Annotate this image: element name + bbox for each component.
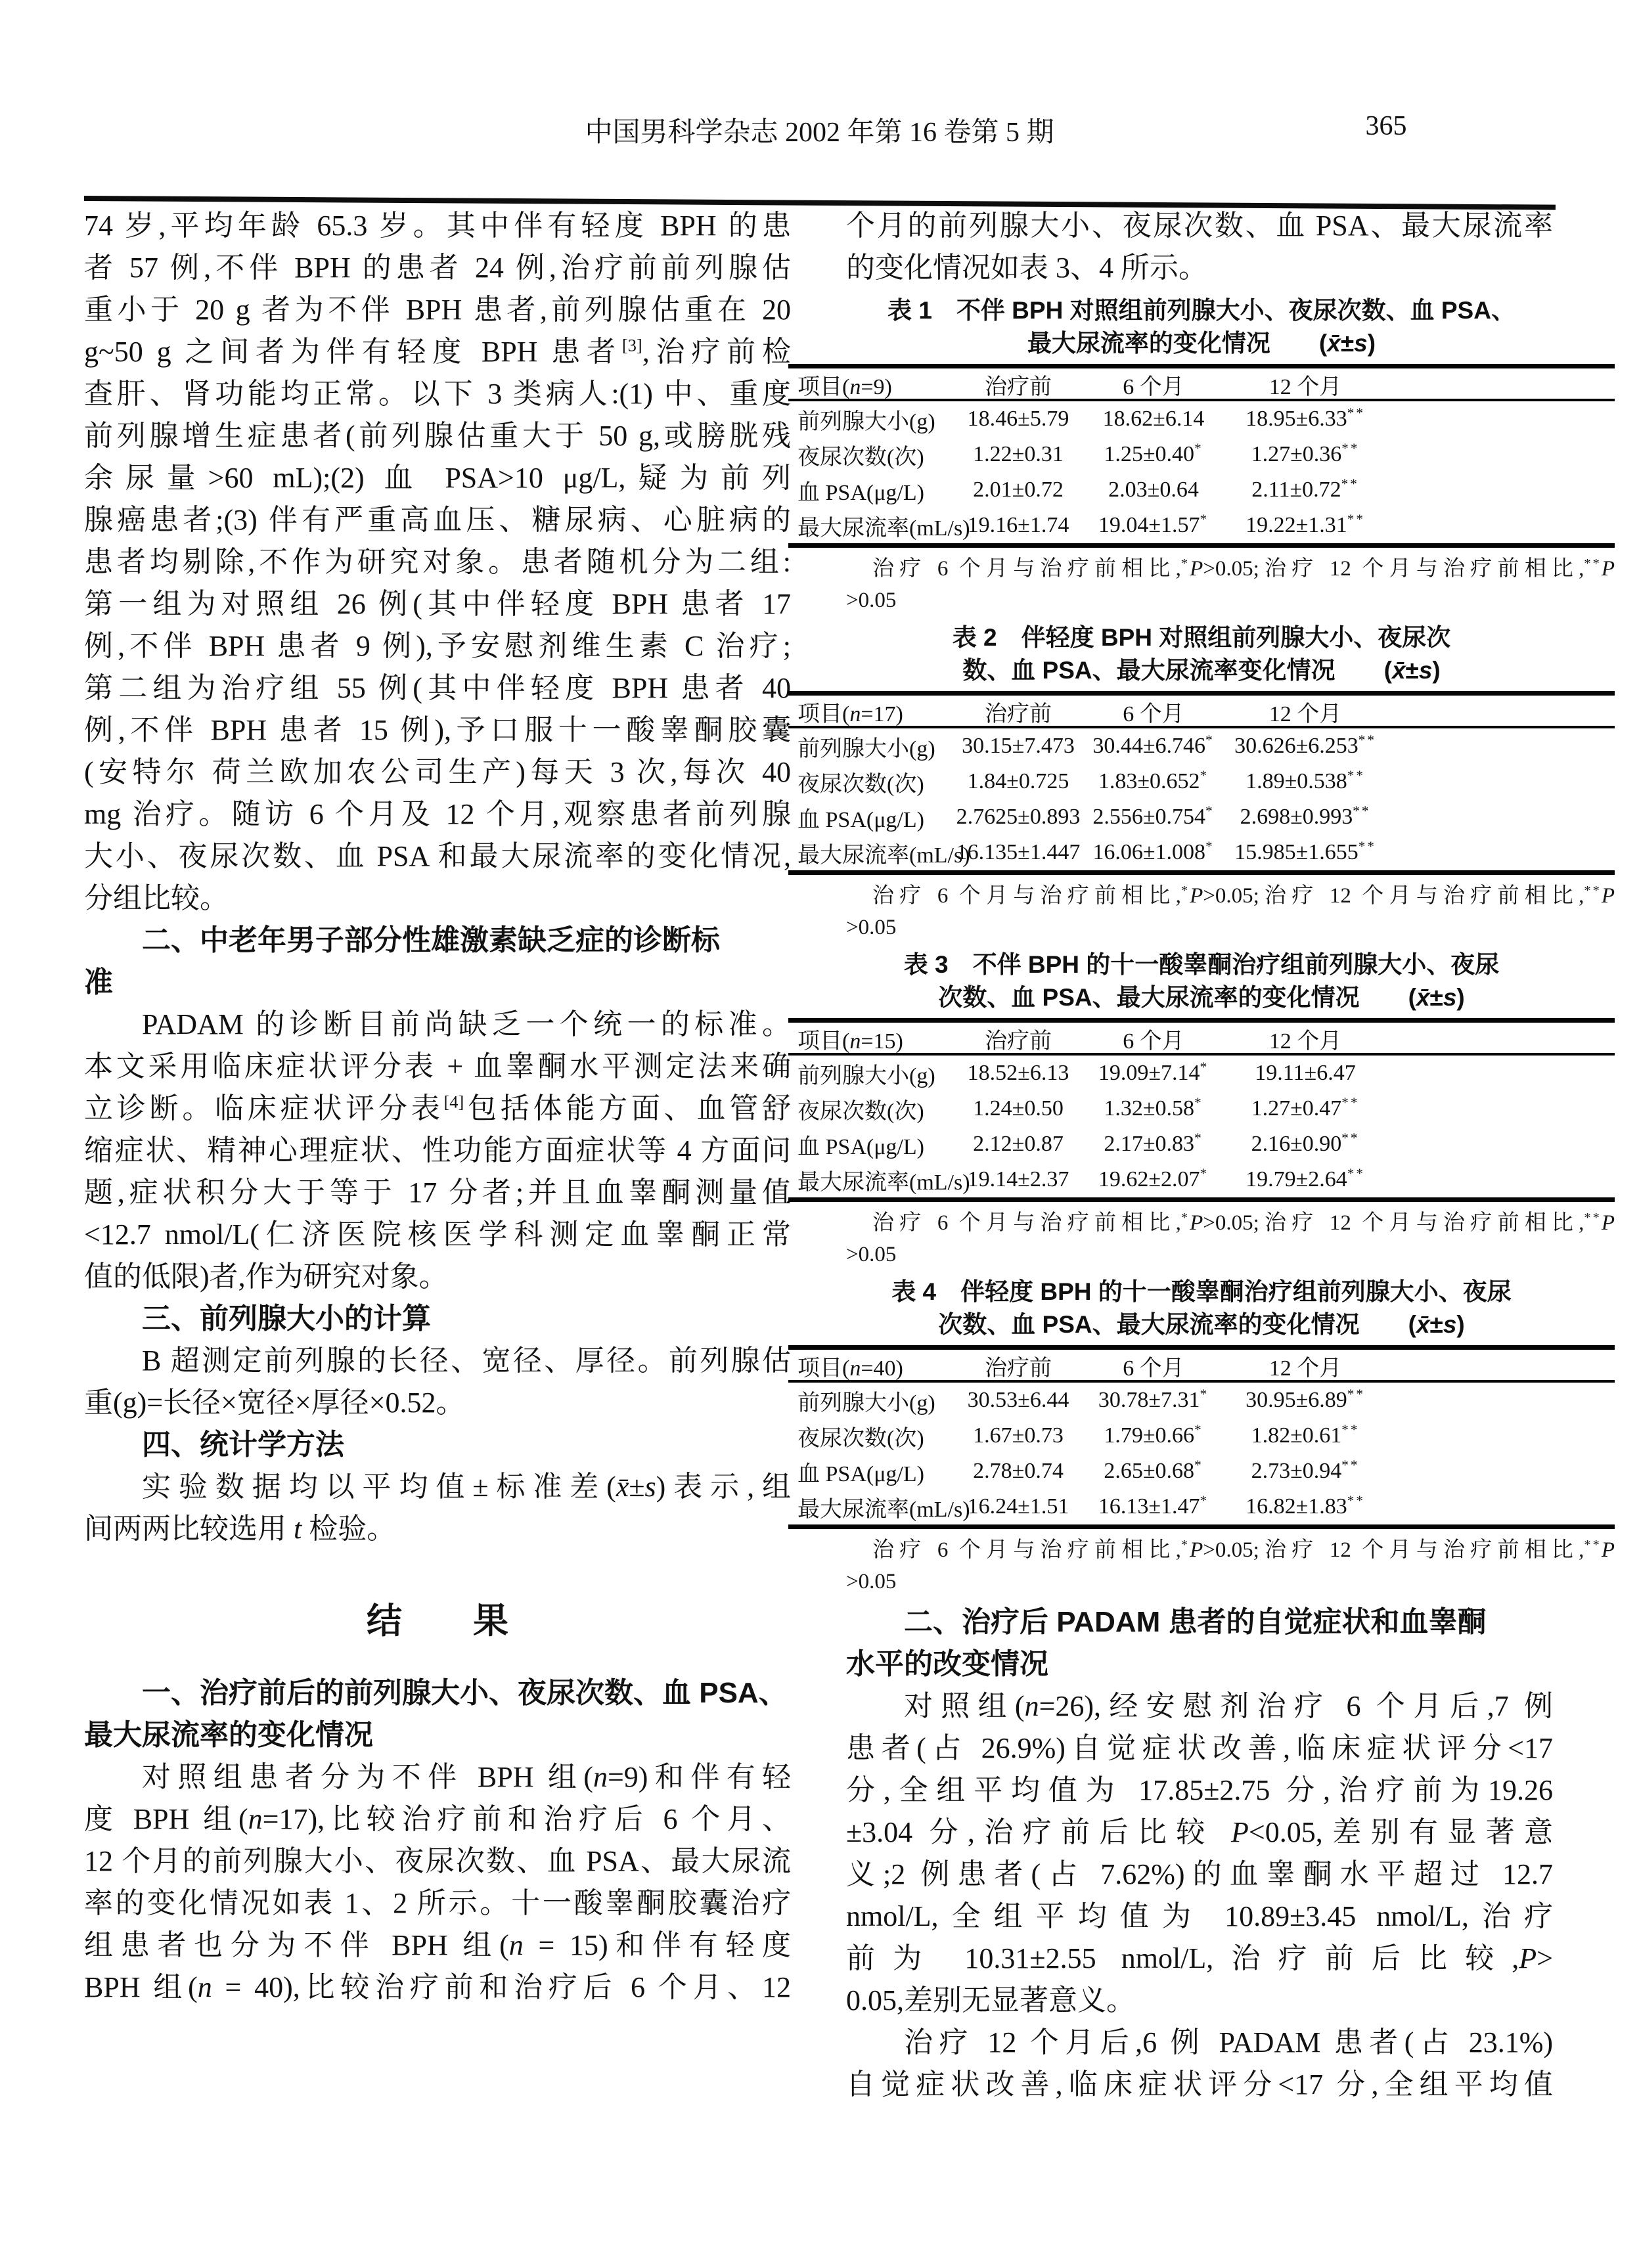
table-grid xyxy=(788,364,1615,548)
subsection-heading: 最大尿流率的变化情况 xyxy=(84,1719,373,1751)
text-line: BPH 组(n = 40),比较治疗前和治疗后 6 个月、12 xyxy=(84,1971,791,2003)
row-value: 16.13±1.47* xyxy=(1098,1492,1209,1519)
row-value: 2.11±0.72** xyxy=(1251,476,1359,502)
table-caption-line1: 表 3 不伴 BPH 的十一酸睾酮治疗组前列腺大小、夜尿 xyxy=(903,951,1500,978)
subsection-heading: 四、统计学方法 xyxy=(142,1429,344,1461)
row-value: 2.17±0.83* xyxy=(1104,1130,1203,1156)
table-grid xyxy=(788,1018,1615,1202)
table-row xyxy=(788,764,1615,799)
text-line: 第二组为治疗组 55 例(其中伴轻度 BPH 患者 40 xyxy=(84,672,791,704)
text-line: 例,不伴 BPH 患者 9 例),予安慰剂维生素 C 治疗; xyxy=(84,630,791,662)
table-row xyxy=(788,1418,1615,1454)
text-line: 0.05,差别无显著意义。 xyxy=(846,1984,1135,2016)
row-value: 18.62±6.14 xyxy=(1102,407,1205,431)
table-footnote xyxy=(788,1534,1615,1597)
row-value: 2.01±0.72 xyxy=(973,478,1064,502)
row-value: 2.65±0.68* xyxy=(1104,1457,1203,1483)
row-value: 30.15±7.473 xyxy=(962,734,1075,758)
row-value: 16.135±1.447 xyxy=(956,840,1081,864)
row-value: 1.27±0.47** xyxy=(1251,1094,1360,1121)
table-header-cell: 12 个月 xyxy=(1269,702,1342,726)
text-line: (安特尔 荷兰欧加农公司生产)每天 3 次,每次 40 xyxy=(84,756,791,788)
table-header-cell: 6 个月 xyxy=(1123,375,1184,399)
row-value: 30.53±6.44 xyxy=(967,1388,1069,1412)
table-header-cell: 6 个月 xyxy=(1123,702,1184,726)
table-row xyxy=(788,437,1615,472)
table-caption-line1: 表 2 伴轻度 BPH 对照组前列腺大小、夜尿次 xyxy=(952,624,1451,651)
row-value: 16.06±1.008* xyxy=(1092,838,1215,864)
row-value: 1.82±0.61** xyxy=(1251,1421,1360,1448)
row-value: 15.985±1.655** xyxy=(1234,838,1376,864)
table-caption-line1: 表 4 伴轻度 BPH 的十一酸睾酮治疗组前列腺大小、夜尿 xyxy=(891,1278,1512,1305)
table-header-row xyxy=(788,1023,1615,1056)
row-value: 19.79±2.64** xyxy=(1246,1165,1365,1191)
text-line: 例,不伴 BPH 患者 15 例),予口服十一酸睾酮胶囊 xyxy=(84,714,791,746)
table-footnote xyxy=(788,1207,1615,1270)
table-row xyxy=(788,1383,1615,1418)
table-footnote-line1: 治疗 6 个月与治疗前相比,*P>0.05;治疗 12 个月与治疗前相比,**P xyxy=(872,883,1615,908)
text-line: g~50 g 之间者为伴有轻度 BPH 患者[3],治疗前检 xyxy=(84,335,791,368)
table-row xyxy=(788,799,1615,835)
row-label: 夜尿次数(次) xyxy=(797,772,924,797)
row-label: 夜尿次数(次) xyxy=(797,1426,924,1451)
row-value: 2.698±0.993** xyxy=(1240,803,1371,829)
table-header-cell: 治疗前 xyxy=(985,1356,1052,1381)
row-value: 2.78±0.74 xyxy=(973,1459,1064,1483)
row-value: 18.46±5.79 xyxy=(967,407,1069,431)
text-line: nmol/L,全组平均值为 10.89±3.45 nmol/L,治疗 xyxy=(846,1900,1553,1932)
row-label: 前列腺大小(g) xyxy=(797,1390,935,1415)
row-label: 前列腺大小(g) xyxy=(797,1063,935,1088)
text-line: 间两两比较选用 t 检验。 xyxy=(84,1513,396,1545)
table-header-cell: 治疗前 xyxy=(985,375,1052,399)
table-header-row xyxy=(788,696,1615,728)
text-line: 分,全组平均值为 17.85±2.75 分,治疗前为19.26 xyxy=(846,1774,1553,1806)
subsection-heading: 准 xyxy=(84,966,113,998)
row-label: 夜尿次数(次) xyxy=(797,1099,924,1124)
text-line: 腺癌患者;(3) 伴有严重高血压、糖尿病、心脏病的 xyxy=(84,504,791,536)
text-line: ±3.04 分,治疗前后比较 P<0.05,差别有显著意 xyxy=(846,1816,1553,1848)
table-header-row xyxy=(788,1350,1615,1383)
row-label: 血 PSA(μg/L) xyxy=(797,807,924,832)
table-header-cell: 治疗前 xyxy=(985,1029,1052,1054)
row-value: 1.89±0.538** xyxy=(1246,767,1365,793)
text-line: 12 个月的前列腺大小、夜尿次数、血 PSA、最大尿流 xyxy=(84,1845,791,1877)
table-row xyxy=(788,508,1615,543)
results-section-title: 结 果 xyxy=(367,1601,508,1641)
journal-header-title: 中国男科学杂志 2002 年第 16 卷第 5 期 xyxy=(585,118,1054,148)
text-line: 缩症状、精神心理症状、性功能方面症状等 4 方面问 xyxy=(84,1134,791,1167)
text-line: 立诊断。临床症状评分表[4]包括体能方面、血管舒 xyxy=(84,1092,792,1124)
text-line: <12.7 nmol/L(仁济医院核医学科测定血睾酮正常 xyxy=(84,1218,791,1251)
row-value: 16.82±1.83** xyxy=(1246,1492,1365,1519)
text-line: 重(g)=长径×宽径×厚径×0.52。 xyxy=(84,1387,465,1419)
row-value: 18.52±6.13 xyxy=(967,1061,1069,1085)
row-value: 19.16±1.74 xyxy=(967,513,1069,537)
row-label: 最大尿流率(mL/s) xyxy=(797,1497,970,1522)
row-value: 1.22±0.31 xyxy=(973,442,1064,466)
row-value: 1.25±0.40* xyxy=(1104,440,1203,466)
table-caption-line2: 次数、血 PSA、最大尿流率的变化情况 (x̄±s) xyxy=(938,1311,1465,1338)
page-number: 365 xyxy=(1365,111,1407,141)
table-footnote xyxy=(788,553,1615,616)
table-header-cell: 12 个月 xyxy=(1269,375,1342,399)
row-value: 1.32±0.58* xyxy=(1104,1094,1203,1121)
text-line: 义;2 例患者(占 7.62%)的血睾酮水平超过 12.7 xyxy=(846,1858,1553,1890)
row-value: 19.04±1.57* xyxy=(1098,511,1209,537)
table-grid xyxy=(788,691,1615,875)
text-line: 前列腺增生症患者(前列腺估重大于 50 g,或膀胱残 xyxy=(84,420,791,452)
text-line: 对照组(n=26),经安慰剂治疗 6 个月后,7 例 xyxy=(904,1690,1554,1722)
subsection-heading: 一、治疗前后的前列腺大小、夜尿次数、血 PSA、 xyxy=(142,1677,788,1709)
table-footnote-line1: 治疗 6 个月与治疗前相比,*P>0.05;治疗 12 个月与治疗前相比,**P xyxy=(872,556,1615,581)
subsection-heading: 二、中老年男子部分性雄激素缺乏症的诊断标 xyxy=(142,924,720,956)
row-label: 最大尿流率(mL/s) xyxy=(797,1170,970,1195)
text-line: 个月的前列腺大小、夜尿次数、血 PSA、最大尿流率 xyxy=(846,210,1553,242)
row-value: 2.16±0.90** xyxy=(1251,1130,1360,1156)
row-value: 1.67±0.73 xyxy=(973,1423,1064,1448)
row-value: 1.83±0.652* xyxy=(1098,767,1209,793)
text-line: 对照组患者分为不伴 BPH 组(n=9)和伴有轻 xyxy=(142,1761,792,1793)
text-line: 题,症状积分大于等于 17 分者;并且血睾酮测量值 xyxy=(84,1176,791,1209)
table-header-cell: 治疗前 xyxy=(985,702,1052,726)
row-label: 血 PSA(μg/L) xyxy=(797,480,924,505)
table-footnote-line2: >0.05 xyxy=(846,916,897,939)
text-line: B 超测定前列腺的长径、宽径、厚径。前列腺估 xyxy=(142,1345,791,1377)
table-row xyxy=(788,1091,1615,1126)
table-header-cell: 项目(n=17) xyxy=(797,702,903,726)
row-value: 19.62±2.07* xyxy=(1098,1165,1209,1191)
table-header-cell: 6 个月 xyxy=(1123,1029,1184,1054)
table-footnote-line2: >0.05 xyxy=(846,1570,897,1593)
data-table-4 xyxy=(788,1276,1615,1597)
text-line: mg 治疗。随访 6 个月及 12 个月,观察患者前列腺 xyxy=(84,798,791,830)
text-line: 前为 10.31±2.55 nmol/L,治疗前后比较,P> xyxy=(846,1942,1553,1974)
row-value: 19.14±2.37 xyxy=(967,1167,1069,1191)
row-value: 1.79±0.66* xyxy=(1104,1421,1203,1448)
table-header-cell: 项目(n=15) xyxy=(797,1029,903,1054)
table-row xyxy=(788,1489,1615,1524)
data-table-3 xyxy=(788,948,1615,1270)
table-header-row xyxy=(788,368,1615,401)
table-header-cell: 12 个月 xyxy=(1269,1356,1342,1381)
table-footnote xyxy=(788,880,1615,943)
text-line: 者 57 例,不伴 BPH 的患者 24 例,治疗前前列腺估 xyxy=(84,252,791,284)
table-caption-line2: 数、血 PSA、最大尿流率变化情况 (x̄±s) xyxy=(962,657,1441,684)
row-label: 前列腺大小(g) xyxy=(797,409,935,434)
table-row xyxy=(788,1056,1615,1091)
text-line: 自觉症状改善,临床症状评分<17 分,全组平均值 xyxy=(846,2068,1553,2101)
table-footnote-line2: >0.05 xyxy=(846,1243,897,1266)
text-line: PADAM 的诊断目前尚缺乏一个统一的标准。 xyxy=(142,1008,791,1040)
text-line: 率的变化情况如表 1、2 所示。十一酸睾酮胶囊治疗 xyxy=(84,1887,791,1919)
text-line: 治疗 12 个月后,6 例 PADAM 患者(占 23.1%) xyxy=(904,2026,1553,2058)
row-label: 最大尿流率(mL/s) xyxy=(797,516,970,541)
right-column xyxy=(797,205,1615,2106)
text-line: 重小于 20 g 者为不伴 BPH 患者,前列腺估重在 20 xyxy=(84,294,791,326)
table-caption-line1: 表 1 不伴 BPH 对照组前列腺大小、夜尿次数、血 PSA、 xyxy=(887,297,1516,324)
row-label: 前列腺大小(g) xyxy=(797,736,935,761)
table-header-cell: 6 个月 xyxy=(1123,1356,1184,1381)
table-header-cell: 12 个月 xyxy=(1269,1029,1342,1054)
row-value: 19.22±1.31** xyxy=(1246,511,1365,537)
table-row xyxy=(788,401,1615,437)
text-line: 患者(占 26.9%)自觉症状改善,临床症状评分<17 xyxy=(846,1732,1553,1764)
row-label: 血 PSA(μg/L) xyxy=(797,1134,924,1159)
table-row xyxy=(788,1162,1615,1197)
table-caption-line2: 最大尿流率的变化情况 (x̄±s) xyxy=(1027,330,1376,357)
text-line: 大小、夜尿次数、血 PSA 和最大尿流率的变化情况, xyxy=(84,840,791,872)
subsection-heading: 水平的改变情况 xyxy=(846,1648,1048,1680)
row-value: 1.27±0.36** xyxy=(1251,440,1360,466)
row-value: 19.11±6.47 xyxy=(1255,1061,1356,1085)
row-value: 19.09±7.14* xyxy=(1098,1059,1209,1085)
table-grid xyxy=(788,1345,1615,1529)
table-header-cell: 项目(n=9) xyxy=(797,375,892,399)
text-line: 的变化情况如表 3、4 所示。 xyxy=(846,252,1207,284)
text-line: 患者均剔除,不作为研究对象。患者随机分为二组: xyxy=(84,546,791,578)
row-label: 最大尿流率(mL/s) xyxy=(797,843,970,868)
table-footnote-line2: >0.05 xyxy=(846,589,897,612)
row-value: 30.78±7.31* xyxy=(1098,1386,1209,1412)
row-value: 16.24±1.51 xyxy=(967,1494,1069,1519)
row-value: 30.626±6.253** xyxy=(1234,732,1376,758)
table-footnote-line1: 治疗 6 个月与治疗前相比,*P>0.05;治疗 12 个月与治疗前相比,**P xyxy=(872,1211,1615,1235)
row-value: 18.95±6.33** xyxy=(1246,405,1365,431)
text-line: 实验数据均以平均值±标准差(x̄±s)表示,组 xyxy=(142,1471,791,1503)
text-line: 组患者也分为不伴 BPH 组(n = 15)和伴有轻度 xyxy=(84,1929,792,1961)
table-row xyxy=(788,1126,1615,1162)
row-label: 夜尿次数(次) xyxy=(797,445,924,470)
table-row xyxy=(788,728,1615,764)
row-value: 30.44±6.746* xyxy=(1092,732,1215,758)
row-value: 2.12±0.87 xyxy=(973,1132,1064,1156)
row-label: 血 PSA(μg/L) xyxy=(797,1461,924,1486)
row-value: 2.556±0.754* xyxy=(1092,803,1215,829)
text-line: 第一组为对照组 26 例(其中伴轻度 BPH 患者 17 xyxy=(84,588,791,620)
row-value: 2.03±0.64 xyxy=(1108,478,1199,502)
subsection-heading: 二、治疗后 PADAM 患者的自觉症状和血睾酮 xyxy=(904,1606,1487,1638)
table-row xyxy=(788,1454,1615,1489)
row-value: 2.73±0.94** xyxy=(1251,1457,1360,1483)
text-line: 分组比较。 xyxy=(84,882,229,914)
row-value: 1.84±0.725 xyxy=(967,769,1069,793)
table-row xyxy=(788,835,1615,870)
row-value: 30.95±6.89** xyxy=(1246,1386,1365,1412)
data-table-1 xyxy=(788,294,1615,616)
table-caption-line2: 次数、血 PSA、最大尿流率的变化情况 (x̄±s) xyxy=(938,984,1465,1011)
table-header-cell: 项目(n=40) xyxy=(797,1356,903,1381)
left-column xyxy=(84,205,791,2009)
subsection-heading: 三、前列腺大小的计算 xyxy=(142,1302,431,1335)
table-footnote-line1: 治疗 6 个月与治疗前相比,*P>0.05;治疗 12 个月与治疗前相比,**P xyxy=(872,1538,1615,1562)
table-row xyxy=(788,472,1615,508)
row-value: 2.7625±0.893 xyxy=(956,805,1081,829)
text-line: 74 岁,平均年龄 65.3 岁。其中伴有轻度 BPH 的患 xyxy=(84,210,791,242)
text-line: 余尿量>60 mL);(2) 血 PSA>10 μg/L,疑为前列 xyxy=(84,462,791,494)
text-line: 度 BPH 组(n=17),比较治疗前和治疗后 6 个月、 xyxy=(84,1803,792,1835)
text-line: 本文采用临床症状评分表 + 血睾酮水平测定法来确 xyxy=(84,1050,791,1082)
row-value: 1.24±0.50 xyxy=(973,1096,1064,1121)
text-line: 值的低限)者,作为研究对象。 xyxy=(84,1260,448,1293)
data-table-2 xyxy=(788,621,1615,943)
text-line: 查肝、肾功能均正常。以下 3 类病人:(1) 中、重度 xyxy=(84,378,791,410)
